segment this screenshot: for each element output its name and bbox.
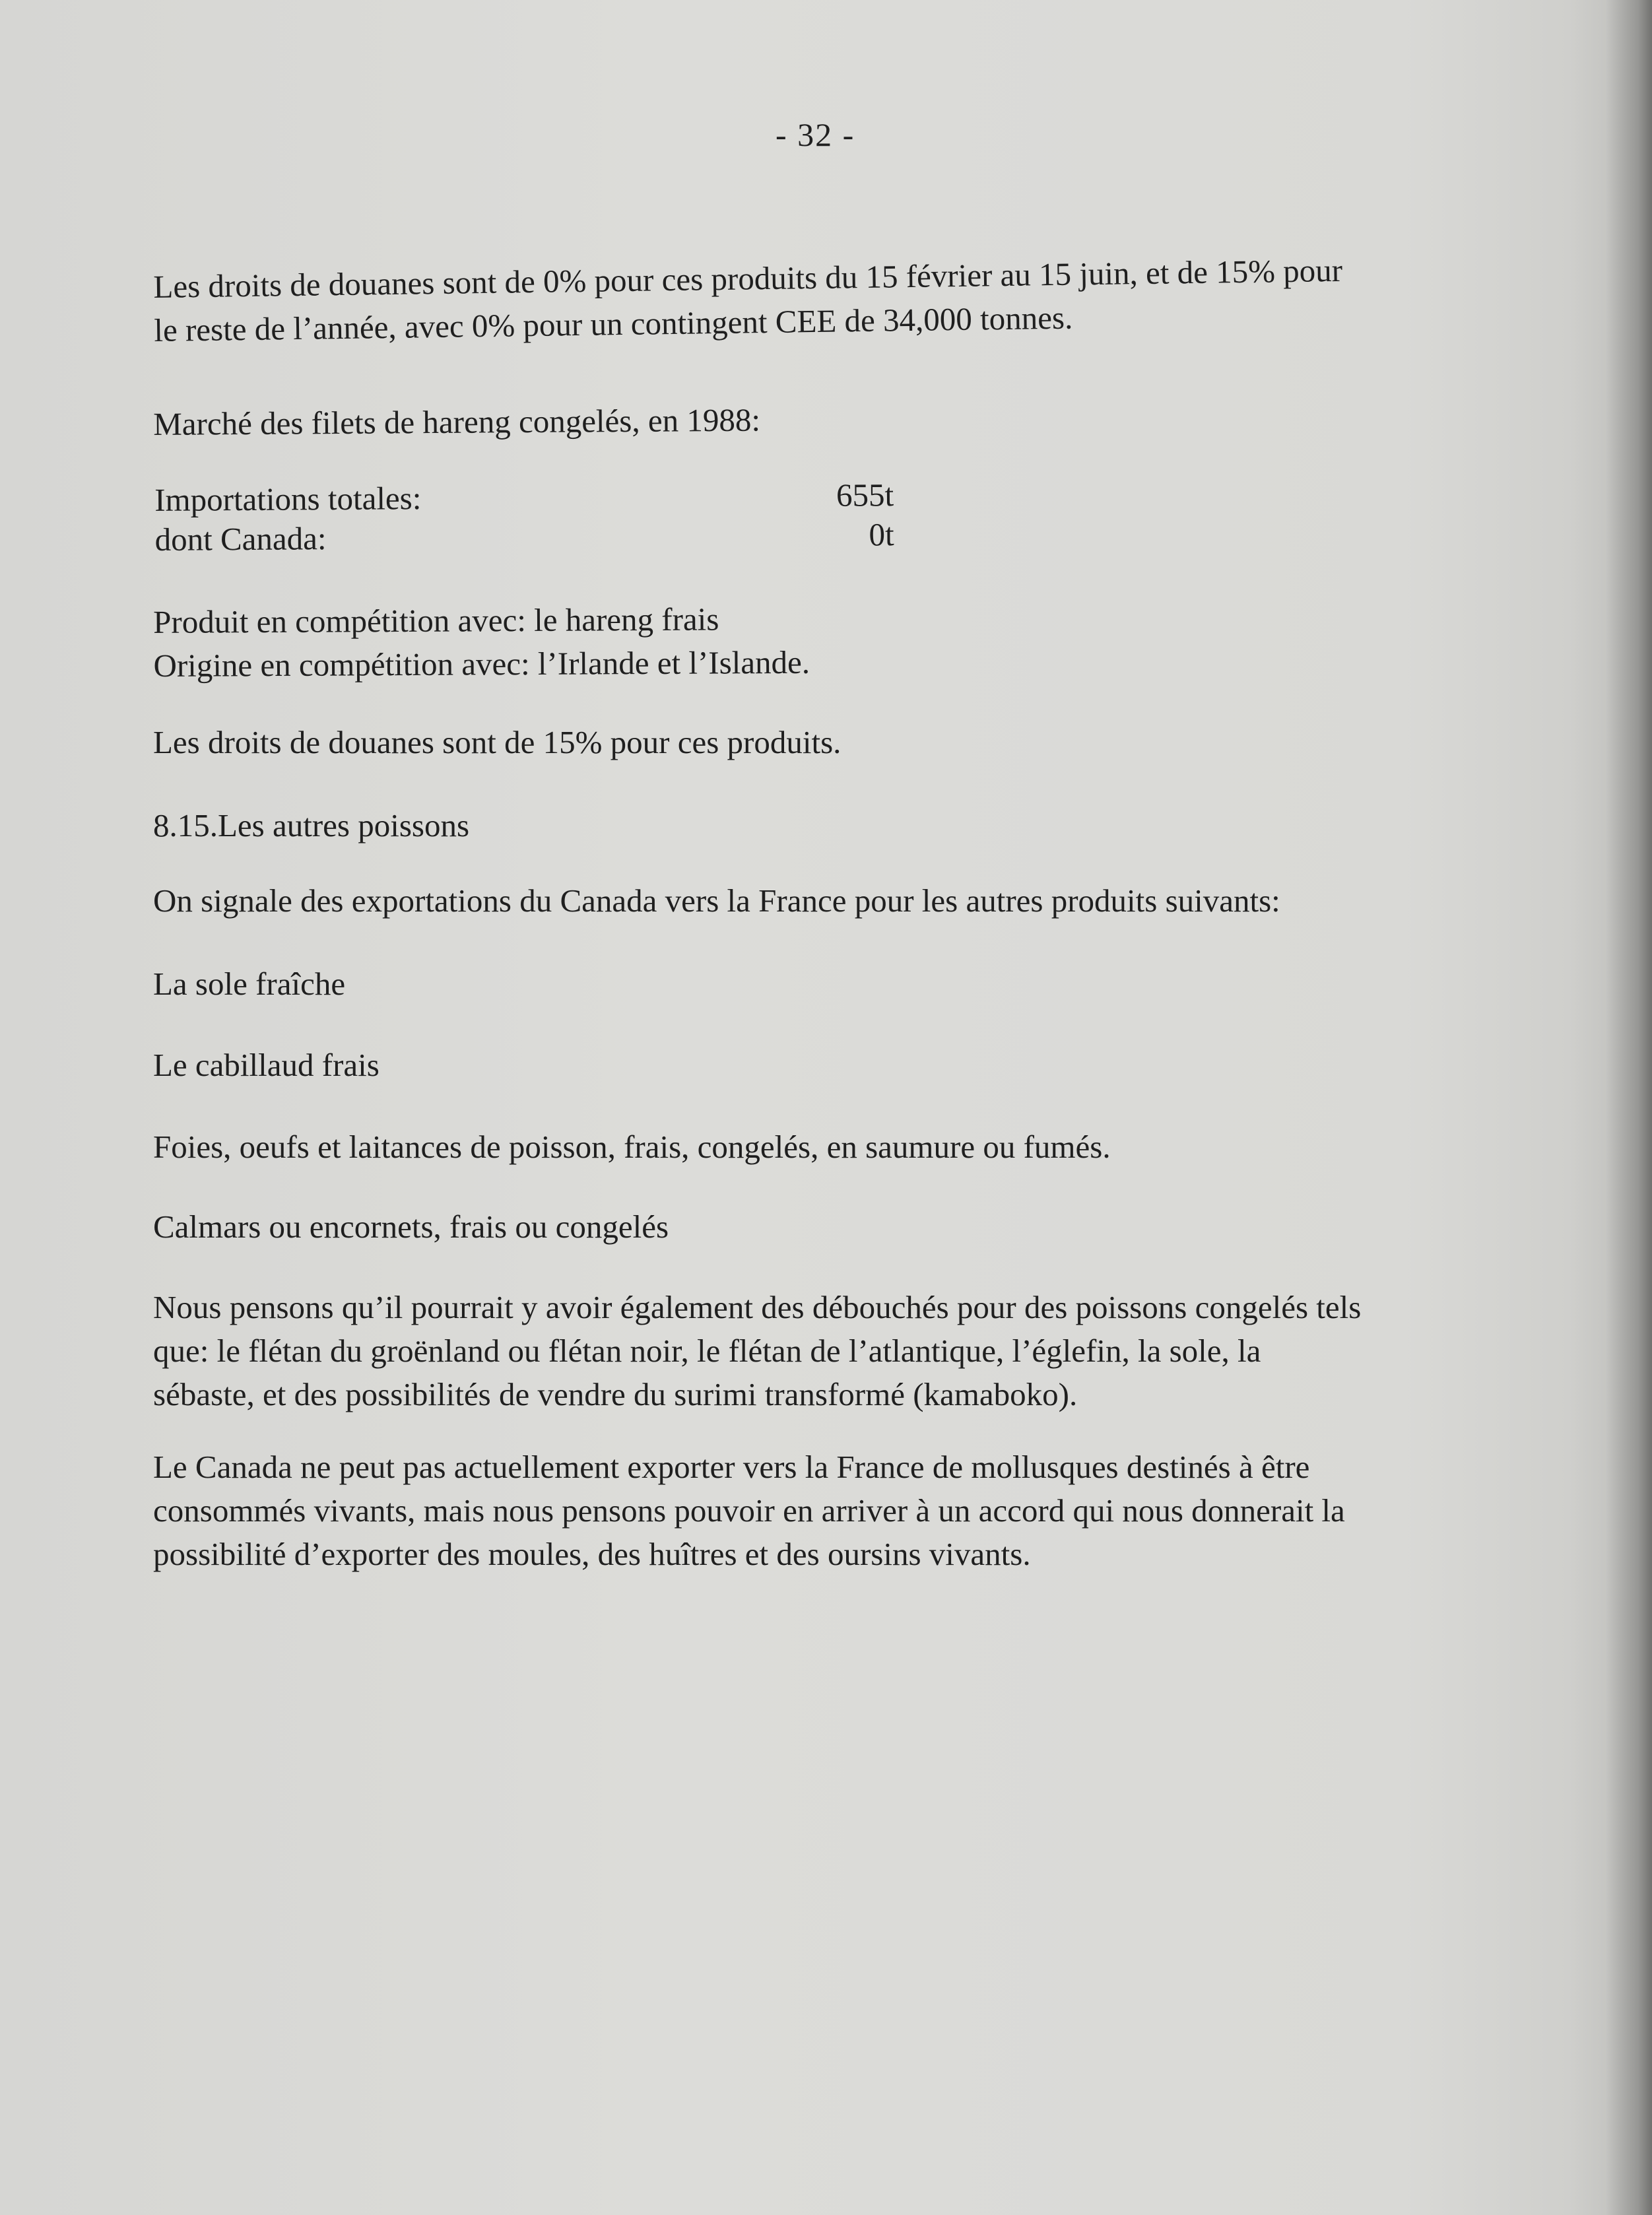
duties-sentence: Les droits de douanes sont de 15% pour ces produits.	[153, 724, 842, 760]
product-item: Foies, oeufs et laitances de poisson, frais, congelés, en saumure ou fumés.	[153, 1129, 1111, 1165]
product-item: La sole fraîche	[153, 966, 346, 1002]
imports-total-label: Importations totales:	[154, 480, 422, 518]
page-number: - 32 -	[776, 116, 855, 153]
product-item: Calmars ou encornets, frais ou congelés	[153, 1208, 669, 1245]
imports-canada-value: 0t	[869, 516, 894, 553]
exports-intro: On signale des exportations du Canada vers la France pour les autres produits suivants:	[153, 882, 1280, 919]
imports-canada-label: dont Canada:	[154, 520, 327, 558]
molluscs-paragraph	[153, 1445, 1493, 1576]
opportunities-line-1: Nous pensons qu’il pourrait y avoir également des débouchés pour des poissons congelés tels	[153, 1289, 1362, 1325]
molluscs-line-2: consommés vivants, mais nous pensons pouvoir en arriver à un accord qui nous donnerait la	[153, 1492, 1345, 1529]
competition-origin: Origine en compétition avec: l’Irlande et l’Islande.	[153, 644, 810, 684]
customs-duties-paragraph	[153, 249, 1343, 352]
opportunities-line-3: sébaste, et des possibilités de vendre du surimi transformé (kamaboko).	[153, 1376, 1078, 1412]
imports-row-canada	[154, 515, 894, 560]
customs-duties-line-1: Les droits de douanes sont de 0% pour ces produits du 15 février au 15 juin, et de 15% pour	[153, 251, 1343, 305]
section-heading: 8.15.Les autres poissons	[153, 807, 470, 843]
imports-row-total	[154, 475, 894, 520]
molluscs-line-1: Le Canada ne peut pas actuellement exporter vers la France de mollusques destinés à être	[153, 1449, 1310, 1485]
opportunities-line-2: que: le flétan du groënland ou flétan noir, le flétan de l’atlantique, l’églefin, la sole, la	[153, 1333, 1261, 1369]
competition-block	[153, 597, 810, 688]
customs-duties-line-2: le reste de l’année, avec 0% pour un contingent CEE de 34,000 tonnes.	[153, 299, 1073, 348]
market-heading: Marché des filets de hareng congelés, en 1988:	[153, 401, 761, 442]
molluscs-line-3: possibilité d’exporter des moules, des huîtres et des oursins vivants.	[153, 1536, 1031, 1572]
binding-shadow	[1606, 0, 1652, 2215]
opportunities-paragraph	[153, 1286, 1473, 1416]
imports-total-value: 655t	[836, 477, 894, 513]
product-item: Le cabillaud frais	[153, 1047, 380, 1083]
competition-product: Produit en compétition avec: le hareng frais	[153, 601, 719, 640]
imports-table	[154, 475, 894, 560]
